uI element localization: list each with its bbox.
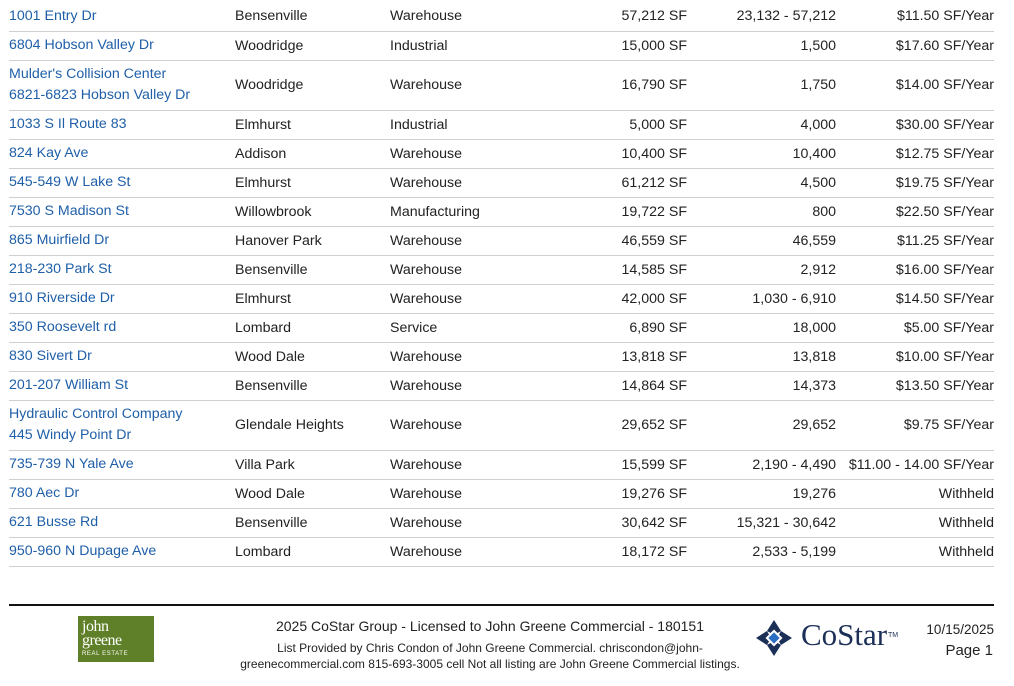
listings-body: [9, 2, 994, 566]
city-cell: Bensenville: [235, 2, 390, 31]
address-link[interactable]: 7530 S Madison St: [9, 203, 129, 219]
available-cell: 19,276: [687, 479, 836, 508]
available-cell: 18,000: [687, 313, 836, 342]
rate-cell: $12.75 SF/Year: [836, 139, 994, 168]
rate-cell: $22.50 SF/Year: [836, 197, 994, 226]
city-cell: Elmhurst: [235, 110, 390, 139]
size-cell: 19,722 SF: [540, 197, 687, 226]
address-link[interactable]: 950-960 N Dupage Ave: [9, 543, 157, 559]
table-row: [9, 197, 994, 226]
available-cell: 29,652: [687, 400, 836, 450]
table-row: [9, 110, 994, 139]
rate-cell: $5.00 SF/Year: [836, 313, 994, 342]
city-cell: Villa Park: [235, 450, 390, 479]
provided-by-text: List Provided by Chris Condon of John Greene Commercial. chriscondon@john-greenecommercial.com 815-693-3005 cell Not all listing are John Greene Commercial listings.: [240, 641, 740, 671]
logo-text-real-estate: REAL ESTATE: [82, 651, 129, 657]
address-link[interactable]: 6821-6823 Hobson Valley Dr: [9, 87, 191, 103]
address-link[interactable]: 830 Sivert Dr: [9, 348, 92, 364]
logo-text-greene: greene: [82, 632, 122, 649]
address-link[interactable]: 218-230 Park St: [9, 261, 112, 277]
address-cell[interactable]: [9, 284, 235, 313]
table-row: [9, 226, 994, 255]
footer-divider: [9, 604, 994, 606]
rate-cell: $11.25 SF/Year: [836, 226, 994, 255]
type-cell: Warehouse: [390, 284, 540, 313]
address-cell[interactable]: [9, 313, 235, 342]
table-row: [9, 450, 994, 479]
city-cell: Bensenville: [235, 255, 390, 284]
available-cell: 4,500: [687, 168, 836, 197]
address-link[interactable]: 445 Windy Point Dr: [9, 427, 132, 443]
rate-cell: $13.50 SF/Year: [836, 371, 994, 400]
address-link[interactable]: Mulder's Collision Center: [9, 66, 167, 82]
type-cell: Service: [390, 313, 540, 342]
address-link[interactable]: 824 Kay Ave: [9, 145, 89, 161]
city-cell: Bensenville: [235, 508, 390, 537]
rate-cell: $17.60 SF/Year: [836, 31, 994, 60]
city-cell: Elmhurst: [235, 284, 390, 313]
address-cell[interactable]: [9, 255, 235, 284]
address-cell[interactable]: [9, 371, 235, 400]
available-cell: 1,500: [687, 31, 836, 60]
address-cell[interactable]: [9, 226, 235, 255]
table-row: [9, 371, 994, 400]
city-cell: Woodridge: [235, 31, 390, 60]
table-row: [9, 479, 994, 508]
address-cell[interactable]: [9, 342, 235, 371]
type-cell: Warehouse: [390, 226, 540, 255]
available-cell: 2,912: [687, 255, 836, 284]
city-cell: Lombard: [235, 537, 390, 566]
address-link[interactable]: 865 Muirfield Dr: [9, 232, 110, 248]
type-cell: Warehouse: [390, 60, 540, 110]
address-cell[interactable]: [9, 508, 235, 537]
address-cell[interactable]: [9, 479, 235, 508]
city-cell: Woodridge: [235, 60, 390, 110]
type-cell: Warehouse: [390, 2, 540, 31]
address-link[interactable]: 545-549 W Lake St: [9, 174, 131, 190]
table-row: [9, 255, 994, 284]
city-cell: Bensenville: [235, 371, 390, 400]
city-cell: Elmhurst: [235, 168, 390, 197]
type-cell: Warehouse: [390, 371, 540, 400]
address-link[interactable]: 910 Riverside Dr: [9, 290, 115, 306]
table-row: [9, 537, 994, 566]
costar-trademark: TM: [888, 632, 899, 639]
size-cell: 6,890 SF: [540, 313, 687, 342]
address-cell[interactable]: [9, 400, 235, 450]
logo-text-john: john: [82, 618, 109, 635]
type-cell: Warehouse: [390, 255, 540, 284]
available-cell: 46,559: [687, 226, 836, 255]
table-row: [9, 139, 994, 168]
available-cell: 800: [687, 197, 836, 226]
listings-table: [9, 2, 994, 567]
costar-brand-name: CoStar: [801, 617, 888, 652]
size-cell: 57,212 SF: [540, 2, 687, 31]
available-cell: 10,400: [687, 139, 836, 168]
available-cell: 2,190 - 4,490: [687, 450, 836, 479]
rate-cell: $11.50 SF/Year: [836, 2, 994, 31]
rate-cell: $30.00 SF/Year: [836, 110, 994, 139]
available-cell: 2,533 - 5,199: [687, 537, 836, 566]
type-cell: Warehouse: [390, 400, 540, 450]
size-cell: 61,212 SF: [540, 168, 687, 197]
address-cell[interactable]: [9, 31, 235, 60]
city-cell: Glendale Heights: [235, 400, 390, 450]
address-link[interactable]: 6804 Hobson Valley Dr: [9, 37, 154, 53]
type-cell: Warehouse: [390, 508, 540, 537]
city-cell: Wood Dale: [235, 479, 390, 508]
available-cell: 1,030 - 6,910: [687, 284, 836, 313]
size-cell: 30,642 SF: [540, 508, 687, 537]
rate-cell: Withheld: [836, 508, 994, 537]
type-cell: Warehouse: [390, 450, 540, 479]
rate-cell: $14.00 SF/Year: [836, 60, 994, 110]
address-link[interactable]: 735-739 N Yale Ave: [9, 456, 134, 472]
available-cell: 4,000: [687, 110, 836, 139]
type-cell: Manufacturing: [390, 197, 540, 226]
size-cell: 5,000 SF: [540, 110, 687, 139]
type-cell: Industrial: [390, 110, 540, 139]
size-cell: 14,585 SF: [540, 255, 687, 284]
address-link[interactable]: 350 Roosevelt rd: [9, 319, 117, 335]
rate-cell: $14.50 SF/Year: [836, 284, 994, 313]
john-greene-logo: [78, 616, 154, 662]
type-cell: Warehouse: [390, 139, 540, 168]
rate-cell: $9.75 SF/Year: [836, 400, 994, 450]
size-cell: 15,000 SF: [540, 31, 687, 60]
type-cell: Warehouse: [390, 168, 540, 197]
license-text: 2025 CoStar Group - Licensed to John Greene Commercial - 180151: [275, 618, 704, 634]
table-row: [9, 284, 994, 313]
address-cell[interactable]: [9, 450, 235, 479]
city-cell: Addison: [235, 139, 390, 168]
rate-cell: Withheld: [836, 537, 994, 566]
rate-cell: Withheld: [836, 479, 994, 508]
address-link[interactable]: 201-207 William St: [9, 377, 129, 393]
type-cell: Warehouse: [390, 537, 540, 566]
available-cell: 1,750: [687, 60, 836, 110]
size-cell: 18,172 SF: [540, 537, 687, 566]
table-row: [9, 313, 994, 342]
city-cell: Wood Dale: [235, 342, 390, 371]
size-cell: 13,818 SF: [540, 342, 687, 371]
address-cell[interactable]: [9, 168, 235, 197]
type-cell: Warehouse: [390, 479, 540, 508]
address-cell[interactable]: [9, 110, 235, 139]
size-cell: 14,864 SF: [540, 371, 687, 400]
size-cell: 46,559 SF: [540, 226, 687, 255]
city-cell: Willowbrook: [235, 197, 390, 226]
address-cell[interactable]: [9, 139, 235, 168]
available-cell: 13,818: [687, 342, 836, 371]
table-row: [9, 400, 994, 450]
address-cell[interactable]: [9, 60, 235, 110]
size-cell: 19,276 SF: [540, 479, 687, 508]
city-cell: Hanover Park: [235, 226, 390, 255]
address-link[interactable]: Hydraulic Control Company: [9, 406, 183, 422]
size-cell: 15,599 SF: [540, 450, 687, 479]
size-cell: 10,400 SF: [540, 139, 687, 168]
rate-cell: $19.75 SF/Year: [836, 168, 994, 197]
rate-cell: $10.00 SF/Year: [836, 342, 994, 371]
address-link[interactable]: 1033 S Il Route 83: [9, 116, 127, 132]
address-cell[interactable]: [9, 2, 235, 31]
table-row: [9, 508, 994, 537]
table-row: [9, 60, 994, 110]
address-cell[interactable]: [9, 197, 235, 226]
address-link[interactable]: 621 Busse Rd: [9, 514, 99, 530]
size-cell: 16,790 SF: [540, 60, 687, 110]
rate-cell: $11.00 - 14.00 SF/Year: [836, 450, 994, 479]
available-cell: 15,321 - 30,642: [687, 508, 836, 537]
size-cell: 42,000 SF: [540, 284, 687, 313]
available-cell: 14,373: [687, 371, 836, 400]
table-row: [9, 31, 994, 60]
page-number: Page 1: [945, 642, 993, 659]
type-cell: Warehouse: [390, 342, 540, 371]
type-cell: Industrial: [390, 31, 540, 60]
size-cell: 29,652 SF: [540, 400, 687, 450]
available-cell: 23,132 - 57,212: [687, 2, 836, 31]
table-row: [9, 2, 994, 31]
table-row: [9, 342, 994, 371]
address-link[interactable]: 1001 Entry Dr: [9, 7, 97, 24]
address-link[interactable]: 780 Aec Dr: [9, 485, 80, 501]
rate-cell: $16.00 SF/Year: [836, 255, 994, 284]
report-date: 10/15/2025: [926, 622, 994, 637]
address-cell[interactable]: [9, 537, 235, 566]
costar-logo-icon: [754, 618, 794, 658]
city-cell: Lombard: [235, 313, 390, 342]
table-row: [9, 168, 994, 197]
